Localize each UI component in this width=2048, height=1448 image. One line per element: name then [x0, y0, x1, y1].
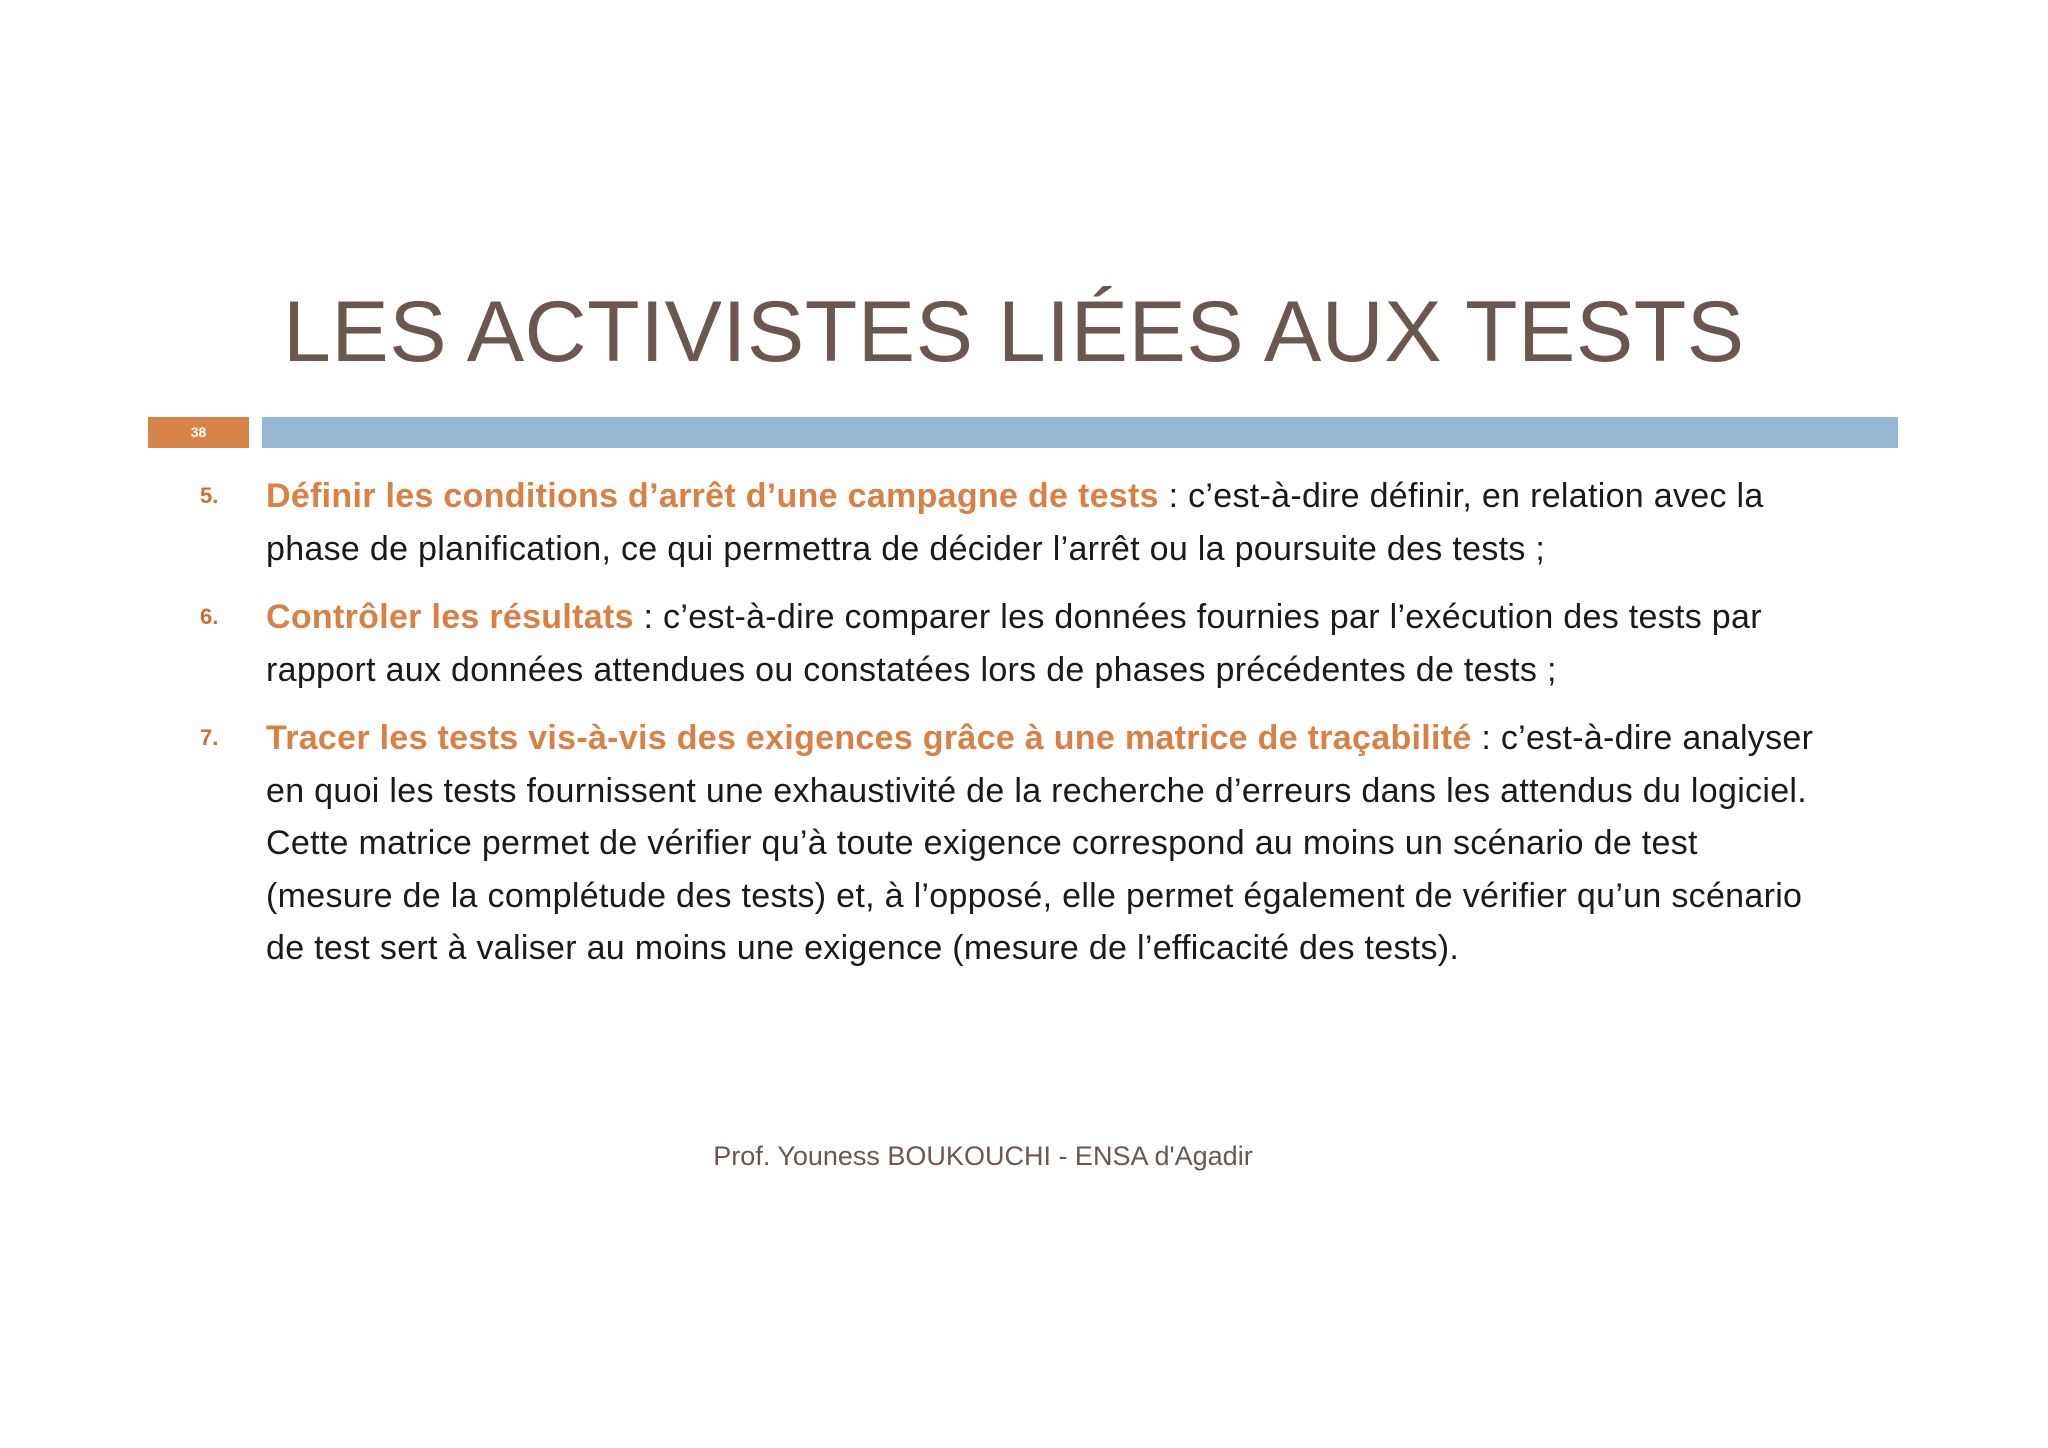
item-number: 6.: [200, 604, 219, 629]
title-divider-bar: [262, 417, 1898, 448]
footer-author: Prof. Youness BOUKOUCHI - ENSA d'Agadir: [713, 1141, 1253, 1171]
item-list: [200, 470, 1826, 991]
item-lead: Tracer les tests vis-à-vis des exigences grâce à une matrice de traçabilité: [266, 719, 1472, 757]
slide-title: LES ACTIVISTES LIÉES AUX TESTS: [283, 284, 1745, 380]
item-body: : c’est-à-dire comparer les données fournies par l’exécution des tests par rapport aux données attendues ou constatées lors de phases précédentes de tests ;: [266, 598, 1762, 689]
slide-number-badge: 38: [148, 417, 249, 448]
item-text: [266, 591, 1826, 696]
list-item: [200, 712, 1826, 975]
item-text: [266, 712, 1826, 975]
list-item: [200, 591, 1826, 696]
item-body: : c’est-à-dire analyser en quoi les tests fournissent une exhaustivité de la recherche d’erreurs dans les attendus du logiciel. Cette matrice permet de vérifier qu’à toute exigence correspond au moins un scénario de test (mesure de la complétude des tests) et, à l’opposé, elle permet également de vérifier qu’un scénario de test sert à valiser au moins une exigence (mesure de l’efficacité des tests).: [266, 719, 1814, 967]
item-body: : c’est-à-dire définir, en relation avec la phase de planification, ce qui permettra de décider l’arrêt ou la poursuite des tests ;: [266, 477, 1764, 568]
item-number: 5.: [200, 483, 219, 508]
item-number: 7.: [200, 725, 219, 750]
list-item: [200, 470, 1826, 575]
item-lead: Définir les conditions d’arrêt d’une campagne de tests: [266, 477, 1159, 515]
item-text: [266, 470, 1826, 575]
item-lead: Contrôler les résultats: [266, 598, 634, 636]
